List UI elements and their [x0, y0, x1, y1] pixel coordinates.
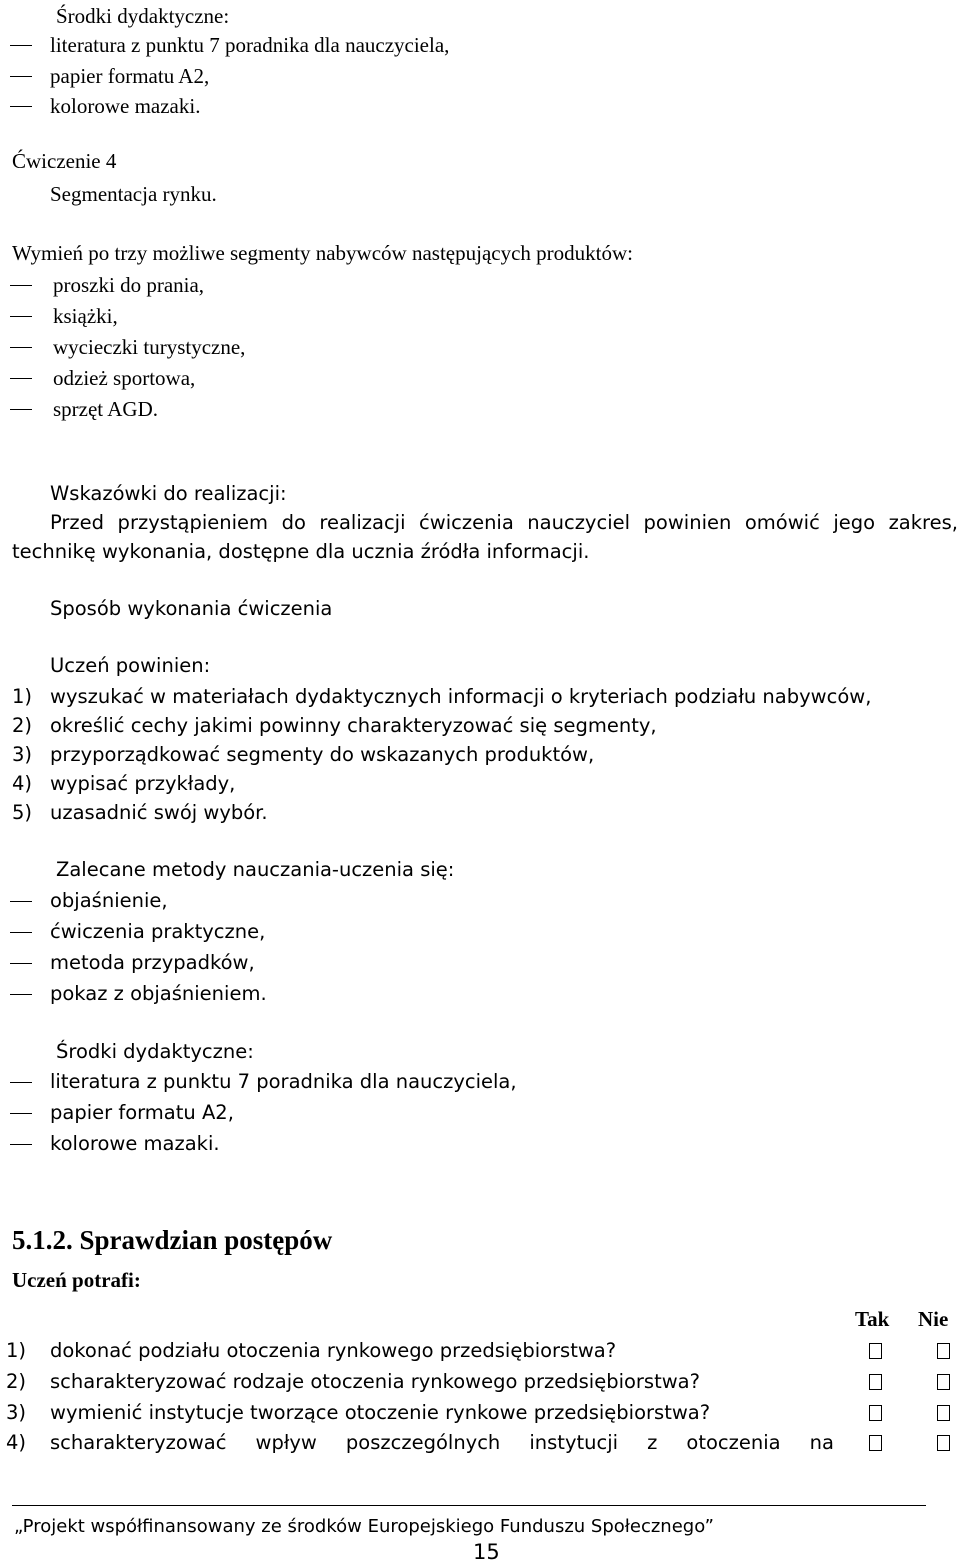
step-text: wyszukać w materiałach dydaktycznych informacji o kryteriach podziału nabywców,: [50, 685, 872, 708]
list-dash: [10, 45, 32, 46]
aids-heading-top: Środki dydaktyczne:: [56, 4, 230, 28]
list-item: kolorowe mazaki.: [50, 1132, 220, 1155]
step-number: 2): [12, 714, 33, 737]
list-item: proszki do prania,: [53, 273, 205, 297]
page-number: 15: [473, 1540, 500, 1564]
list-dash: [10, 1082, 32, 1083]
list-dash: [10, 409, 32, 410]
list-dash: [10, 76, 32, 77]
method-heading: Sposób wykonania ćwiczenia: [50, 597, 333, 620]
checkbox-yes[interactable]: [869, 1343, 882, 1359]
list-item: wycieczki turystyczne,: [53, 335, 246, 359]
list-item: objaśnienie,: [50, 889, 168, 912]
list-item: metoda przypadków,: [50, 951, 255, 974]
step-number: 3): [12, 743, 33, 766]
step-number: 5): [12, 801, 33, 824]
step-text: przyporządkować segmenty do wskazanych produktów,: [50, 743, 595, 766]
list-dash: [10, 347, 32, 348]
list-dash: [10, 932, 32, 933]
methods-heading: Zalecane metody nauczania-uczenia się:: [56, 858, 455, 881]
progress-subtitle: Uczeń potrafi:: [12, 1268, 141, 1292]
checkbox-no[interactable]: [937, 1405, 950, 1421]
question-number: 4): [6, 1431, 27, 1454]
column-yes-header: Tak: [855, 1307, 890, 1331]
list-item: papier formatu A2,: [50, 64, 210, 88]
footer-rule: [12, 1505, 926, 1506]
list-item: książki,: [53, 304, 118, 328]
exercise-task: Wymień po trzy możliwe segmenty nabywców następujących produktów:: [12, 241, 633, 265]
student-heading: Uczeń powinien:: [50, 654, 211, 677]
exercise-title: Ćwiczenie 4: [12, 149, 117, 173]
footer-text: „Projekt współfinansowany ze środków Europejskiego Funduszu Społecznego”: [14, 1516, 714, 1537]
list-dash: [10, 901, 32, 902]
question-number: 3): [6, 1401, 27, 1424]
list-item: kolorowe mazaki.: [50, 94, 201, 118]
question-text: scharakteryzować wpływ poszczególnych instytucji z otoczenia na: [50, 1431, 834, 1454]
step-number: 1): [12, 685, 33, 708]
list-dash: [10, 963, 32, 964]
step-text: uzasadnić swój wybór.: [50, 801, 268, 824]
list-dash: [10, 106, 32, 107]
column-no-header: Nie: [918, 1307, 949, 1331]
list-item: odzież sportowa,: [53, 366, 196, 390]
question-text: scharakteryzować rodzaje otoczenia rynkowego przedsiębiorstwa?: [50, 1370, 700, 1393]
list-item: ćwiczenia praktyczne,: [50, 920, 266, 943]
list-item: literatura z punktu 7 poradnika dla nauczyciela,: [50, 1070, 517, 1093]
checkbox-no[interactable]: [937, 1374, 950, 1390]
exercise-topic: Segmentacja rynku.: [50, 182, 217, 206]
checkbox-yes[interactable]: [869, 1435, 882, 1451]
hints-text-line: Przed przystąpieniem do realizacji ćwiczenia nauczyciel powinien omówić jego zakres,: [50, 511, 958, 534]
checkbox-no[interactable]: [937, 1435, 950, 1451]
checkbox-yes[interactable]: [869, 1405, 882, 1421]
hints-heading: Wskazówki do realizacji:: [50, 482, 287, 505]
step-number: 4): [12, 772, 33, 795]
hints-text-line: technikę wykonania, dostępne dla ucznia źródła informacji.: [12, 540, 590, 563]
list-dash: [10, 378, 32, 379]
step-text: wypisać przykłady,: [50, 772, 236, 795]
list-dash: [10, 285, 32, 286]
list-item: literatura z punktu 7 poradnika dla nauczyciela,: [50, 33, 450, 57]
question-number: 2): [6, 1370, 27, 1393]
question-number: 1): [6, 1339, 27, 1362]
question-text: dokonać podziału otoczenia rynkowego przedsiębiorstwa?: [50, 1339, 617, 1362]
checkbox-yes[interactable]: [869, 1374, 882, 1390]
progress-title: 5.1.2. Sprawdzian postępów: [12, 1225, 333, 1255]
step-text: określić cechy jakimi powinny charakteryzować się segmenty,: [50, 714, 657, 737]
list-item: pokaz z objaśnieniem.: [50, 982, 267, 1005]
list-dash: [10, 316, 32, 317]
list-dash: [10, 1113, 32, 1114]
list-dash: [10, 994, 32, 995]
list-item: papier formatu A2,: [50, 1101, 234, 1124]
aids-heading: Środki dydaktyczne:: [56, 1040, 254, 1063]
list-item: sprzęt AGD.: [53, 397, 158, 421]
list-dash: [10, 1144, 32, 1145]
checkbox-no[interactable]: [937, 1343, 950, 1359]
question-text: wymienić instytucje tworzące otoczenie rynkowe przedsiębiorstwa?: [50, 1401, 711, 1424]
